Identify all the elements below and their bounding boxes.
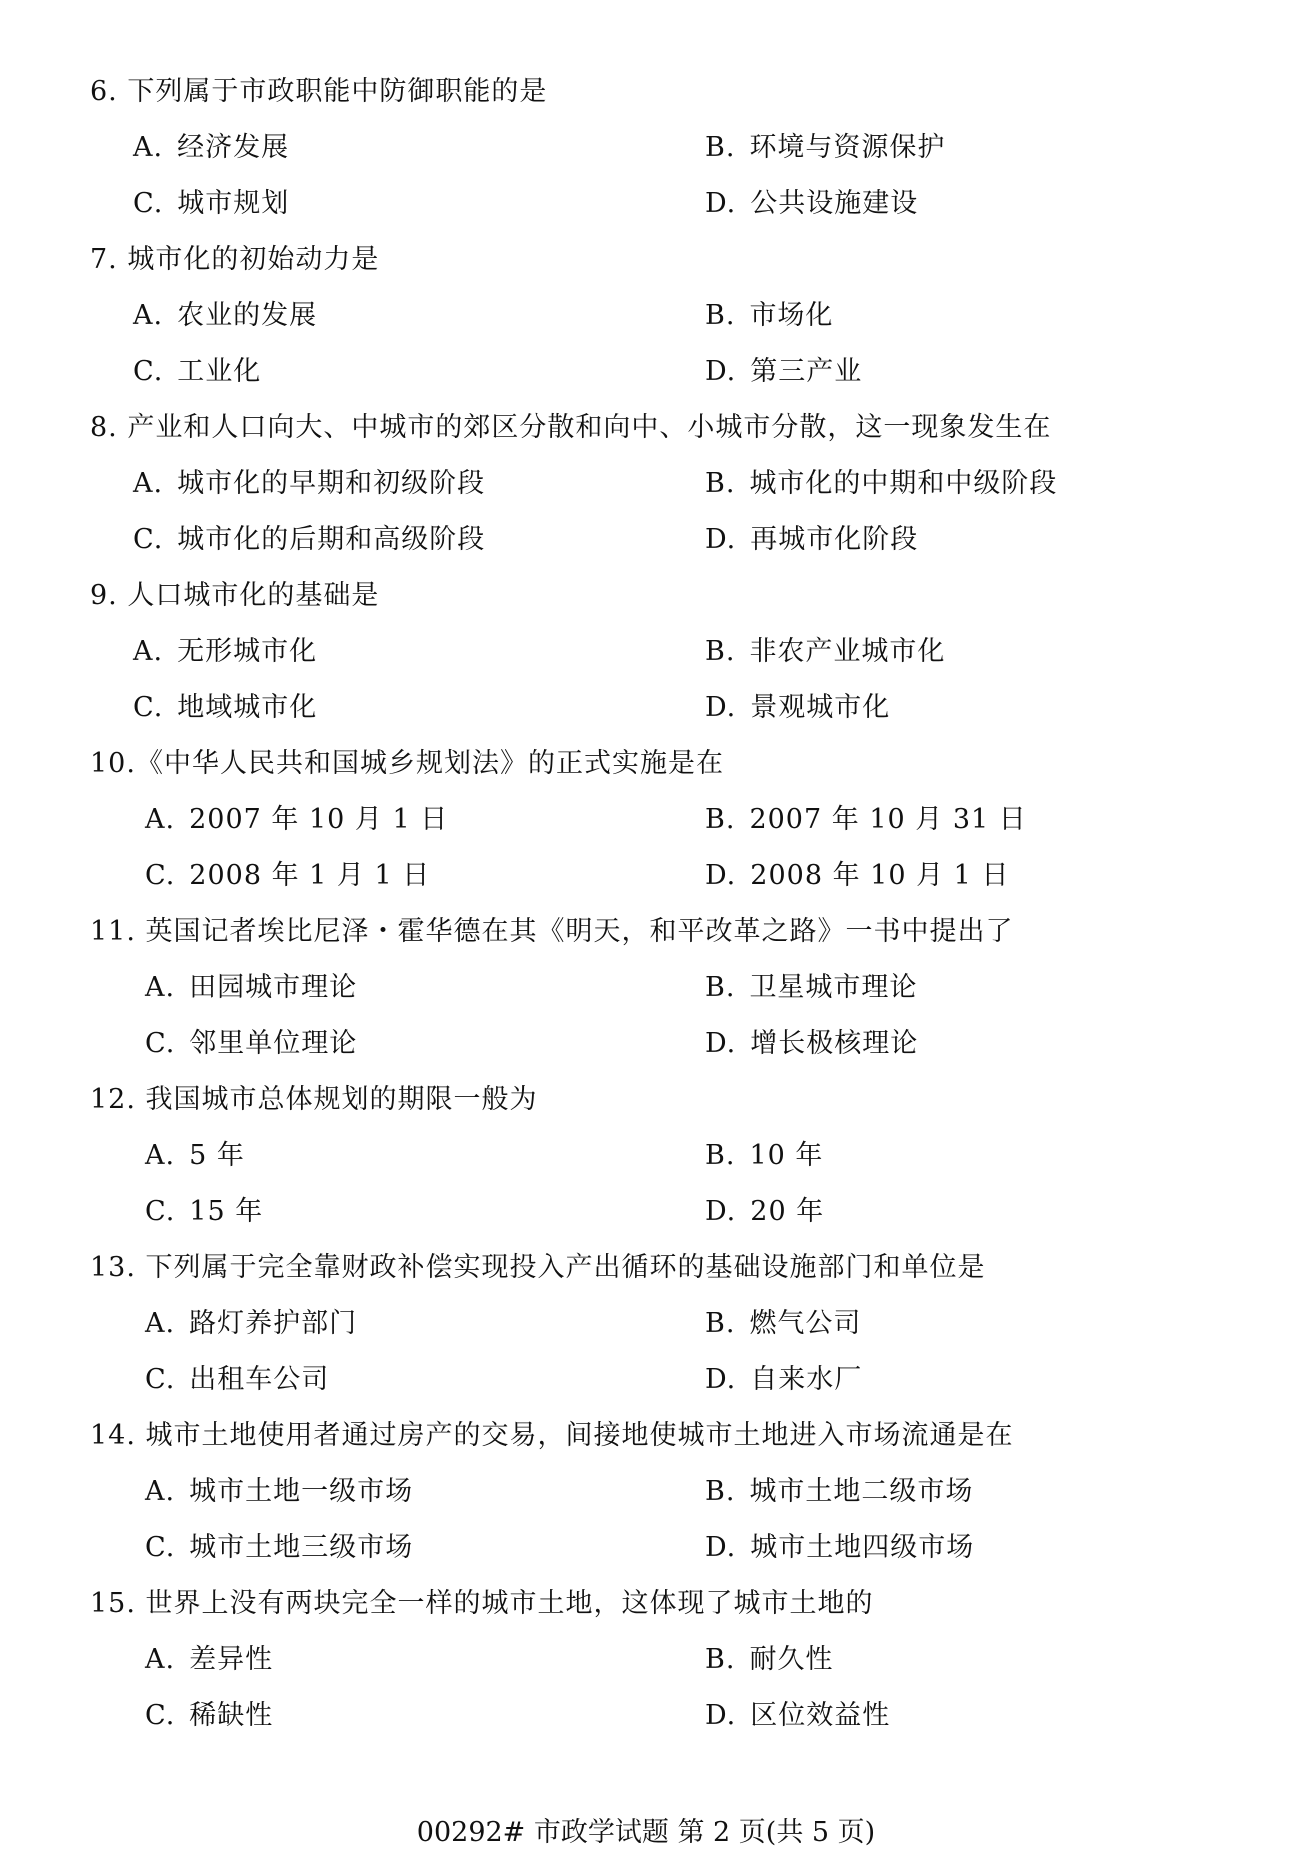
option-letter: A.	[145, 972, 176, 1003]
option-text: 第三产业	[750, 356, 863, 387]
option-text: 区位效益性	[750, 1700, 891, 1731]
option-d	[705, 1698, 890, 1734]
option-letter: A.	[133, 636, 164, 667]
question-number: 15.	[90, 1588, 136, 1619]
question-13	[90, 1250, 986, 1286]
option-text: 稀缺性	[189, 1700, 274, 1731]
option-text: 城市化的早期和初级阶段	[177, 468, 486, 499]
question-number: 12.	[90, 1084, 136, 1115]
option-letter: B.	[705, 804, 736, 835]
option-letter: B.	[705, 972, 736, 1003]
option-a	[145, 1306, 357, 1342]
option-text: 城市土地四级市场	[750, 1532, 975, 1563]
option-letter: A.	[145, 1308, 176, 1339]
option-b	[705, 466, 1057, 502]
option-text: 5 年	[189, 1140, 245, 1171]
question-10	[90, 746, 724, 782]
option-letter: A.	[145, 1644, 176, 1675]
option-text: 路灯养护部门	[189, 1308, 358, 1339]
question-text: 英国记者埃比尼泽・霍华德在其《明天，和平改革之路》一书中提出了	[145, 916, 1014, 947]
option-b	[705, 970, 917, 1006]
option-text: 农业的发展	[177, 300, 318, 331]
option-letter: A.	[133, 468, 164, 499]
option-text: 出租车公司	[189, 1364, 330, 1395]
option-a	[145, 970, 357, 1006]
question-number: 9.	[90, 580, 118, 611]
option-letter: C.	[133, 692, 164, 723]
question-number: 14.	[90, 1420, 136, 1451]
option-c	[145, 1530, 413, 1566]
option-c	[133, 354, 261, 390]
option-c	[145, 1194, 263, 1230]
option-text: 市场化	[749, 300, 834, 331]
option-b	[705, 1474, 973, 1510]
option-letter: B.	[705, 132, 736, 163]
option-letter: D.	[705, 1196, 737, 1227]
option-text: 2007 年 10 月 31 日	[749, 804, 1027, 835]
option-text: 邻里单位理论	[189, 1028, 358, 1059]
question-number: 11.	[90, 916, 136, 947]
option-letter: B.	[705, 1140, 736, 1171]
option-b	[705, 1138, 823, 1174]
option-letter: D.	[705, 1364, 737, 1395]
option-text: 田园城市理论	[189, 972, 358, 1003]
option-a	[133, 130, 289, 166]
question-number: 6.	[90, 76, 118, 107]
option-text: 增长极核理论	[750, 1028, 919, 1059]
option-d	[705, 1026, 918, 1062]
question-12	[90, 1082, 538, 1118]
option-letter: D.	[705, 692, 737, 723]
option-text: 公共设施建设	[750, 188, 919, 219]
option-letter: C.	[145, 1364, 176, 1395]
option-a	[133, 298, 317, 334]
option-text: 再城市化阶段	[750, 524, 919, 555]
question-text: 产业和人口向大、中城市的郊区分散和向中、小城市分散，这一现象发生在	[127, 412, 1052, 443]
option-d	[705, 858, 1009, 894]
option-letter: A.	[133, 300, 164, 331]
option-letter: D.	[705, 1028, 737, 1059]
option-letter: D.	[705, 860, 737, 891]
option-text: 燃气公司	[749, 1308, 862, 1339]
question-text: 世界上没有两块完全一样的城市土地，这体现了城市土地的	[145, 1588, 874, 1619]
question-text: 《中华人民共和国城乡规划法》的正式实施是在	[135, 748, 724, 779]
option-text: 城市化的后期和高级阶段	[177, 524, 486, 555]
option-text: 10 年	[749, 1140, 824, 1171]
question-text: 城市土地使用者通过房产的交易，间接地使城市土地进入市场流通是在	[145, 1420, 1014, 1451]
option-letter: C.	[133, 188, 164, 219]
option-text: 城市土地三级市场	[189, 1532, 414, 1563]
option-letter: A.	[133, 132, 164, 163]
option-d	[705, 690, 890, 726]
question-text: 我国城市总体规划的期限一般为	[145, 1084, 538, 1115]
question-14	[90, 1418, 1014, 1454]
option-letter: C.	[145, 860, 176, 891]
option-text: 2008 年 10 月 1 日	[750, 860, 1010, 891]
option-c	[145, 1362, 329, 1398]
option-letter: D.	[705, 1700, 737, 1731]
option-letter: B.	[705, 300, 736, 331]
option-d	[705, 354, 862, 390]
option-d	[705, 1194, 824, 1230]
question-6	[90, 74, 547, 110]
option-text: 无形城市化	[177, 636, 318, 667]
option-c	[145, 1698, 273, 1734]
option-letter: D.	[705, 1532, 737, 1563]
option-text: 耐久性	[749, 1644, 834, 1675]
option-d	[705, 1530, 974, 1566]
option-text: 景观城市化	[750, 692, 891, 723]
question-number: 13.	[90, 1252, 136, 1283]
option-letter: B.	[705, 468, 736, 499]
option-text: 城市化的中期和中级阶段	[749, 468, 1058, 499]
option-text: 环境与资源保护	[749, 132, 946, 163]
option-text: 15 年	[189, 1196, 264, 1227]
option-a	[145, 1474, 413, 1510]
option-d	[705, 522, 918, 558]
question-text: 人口城市化的基础是	[127, 580, 380, 611]
option-letter: D.	[705, 524, 737, 555]
option-c	[145, 1026, 357, 1062]
question-text: 城市化的初始动力是	[127, 244, 380, 275]
option-letter: D.	[705, 356, 737, 387]
option-letter: B.	[705, 1308, 736, 1339]
question-11	[90, 914, 1014, 950]
option-text: 城市土地一级市场	[189, 1476, 414, 1507]
option-b	[705, 1642, 833, 1678]
option-a	[133, 466, 485, 502]
option-letter: C.	[145, 1028, 176, 1059]
option-letter: C.	[133, 356, 164, 387]
option-letter: C.	[145, 1532, 176, 1563]
option-letter: C.	[145, 1700, 176, 1731]
option-text: 工业化	[177, 356, 262, 387]
question-7	[90, 242, 379, 278]
option-text: 城市土地二级市场	[749, 1476, 974, 1507]
question-number: 8.	[90, 412, 118, 443]
option-text: 城市规划	[177, 188, 290, 219]
question-number: 10.	[90, 748, 136, 779]
question-text: 下列属于完全靠财政补偿实现投入产出循环的基础设施部门和单位是	[145, 1252, 986, 1283]
option-b	[705, 130, 945, 166]
option-text: 2008 年 1 月 1 日	[189, 860, 431, 891]
option-c	[133, 186, 289, 222]
option-a	[133, 634, 317, 670]
option-d	[705, 186, 918, 222]
option-b	[705, 298, 833, 334]
option-text: 地域城市化	[177, 692, 318, 723]
option-letter: B.	[705, 1644, 736, 1675]
question-9	[90, 578, 379, 614]
option-b	[705, 802, 1027, 838]
question-number: 7.	[90, 244, 118, 275]
option-b	[705, 1306, 861, 1342]
question-8	[90, 410, 1051, 446]
option-letter: D.	[705, 188, 737, 219]
option-letter: C.	[145, 1196, 176, 1227]
option-letter: B.	[705, 1476, 736, 1507]
option-letter: C.	[133, 524, 164, 555]
option-c	[133, 690, 317, 726]
question-15	[90, 1586, 874, 1622]
option-a	[145, 802, 448, 838]
option-text: 非农产业城市化	[749, 636, 946, 667]
option-a	[145, 1642, 273, 1678]
option-text: 2007 年 10 月 1 日	[189, 804, 449, 835]
option-text: 20 年	[750, 1196, 825, 1227]
option-b	[705, 634, 945, 670]
option-text: 自来水厂	[750, 1364, 863, 1395]
option-text: 经济发展	[177, 132, 290, 163]
option-text: 差异性	[189, 1644, 274, 1675]
option-d	[705, 1362, 862, 1398]
option-c	[145, 858, 430, 894]
option-a	[145, 1138, 245, 1174]
option-text: 卫星城市理论	[749, 972, 918, 1003]
option-c	[133, 522, 485, 558]
option-letter: A.	[145, 1476, 176, 1507]
page-footer: 00292# 市政学试题 第 2 页(共 5 页)	[416, 1817, 876, 1848]
option-letter: A.	[145, 1140, 176, 1171]
option-letter: A.	[145, 804, 176, 835]
option-letter: B.	[705, 636, 736, 667]
question-text: 下列属于市政职能中防御职能的是	[127, 76, 548, 107]
